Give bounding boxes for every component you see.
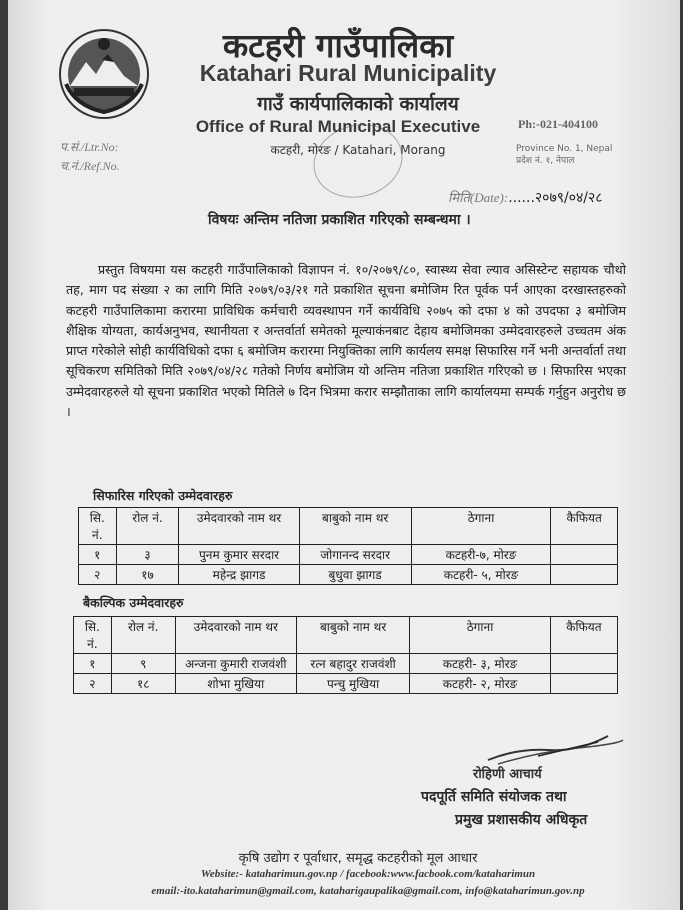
col-remarks: कैफियत <box>551 508 618 545</box>
handwritten-signature <box>478 728 628 768</box>
municipality-name-en: Katahari Rural Municipality <box>199 60 497 86</box>
phone-number: Ph:-021-404100 <box>518 117 598 131</box>
col-father: बाबुको नाम थर <box>299 508 411 545</box>
cell-roll: १७ <box>116 565 179 585</box>
date-label-np: मिति <box>448 190 470 205</box>
cell-father: बुधुवा झागड <box>299 565 411 585</box>
table-header-row <box>79 508 618 545</box>
alternate-section-title: बैकल्पिक उम्मेदवारहरु <box>83 595 184 610</box>
cell-name: शोभा मुखिया <box>175 674 296 694</box>
col-address: ठेगाना <box>411 508 551 545</box>
recommended-section-title: सिफारिस गरिएको उम्मेदवारहरु <box>93 488 233 503</box>
date-label-en: (Date): <box>469 190 509 205</box>
letter-subject: विषयः अन्तिम नतिजा प्रकाशित गरिएको सम्बन्धमा । <box>208 212 471 228</box>
cell-address: कटहरी- ३, मोरङ <box>410 654 551 674</box>
province-np: प्रदेश नं. १, नेपाल <box>516 156 575 166</box>
table-row <box>79 565 618 585</box>
col-roll: रोल नं. <box>111 617 175 654</box>
cell-sn: १ <box>74 654 112 674</box>
cell-address: कटहरी-७, मोरङ <box>411 545 551 565</box>
footer-slogan: कृषि उद्योग र पूर्वाधार, समृद्ध कटहरीको मूल आधार <box>238 851 478 866</box>
cell-sn: १ <box>79 545 117 565</box>
col-name: उमेदवारको नाम थर <box>179 508 299 545</box>
cell-remarks <box>551 565 618 585</box>
body-paragraph: प्रस्तुत विषयमा यस कटहरी गाउँपालिकाको विज्ञापन नं. १०/२०७९/८०, स्वास्थ्य सेवा ल्याव असिस्टेन्ट सहायक चौथो तह, माग पद संख्या २ का लागि मिति २०७९/०३/२१ गते प्रकाशित सूचना बमोजिम रित पूर्वक पर्न आएका दरखास्तहरुको कटहरी गाउँपालिकामा करारमा प्राविधिक कर्मचारी व्यवस्थापन गर्ने कार्यविधि २०७५ को दफा ४ को उपदफा ३ बमोजिम शैक्षिक योग्यता, कार्यअनुभव, स्थानीयता र अन्तर्वार्ता समेतको मूल्याकंनबाट देहाय बमोजिमका उम्मेदवारहरुले उच्चतम अंक प्राप्त गरेकोले सोही कार्यविधिको दफा ६ बमोजिम करारमा नियुक्तिका लागि कार्यलय समक्ष सिफारिस गर्ने भनी अन्तर्वार्ता तथा सूचिकरण समितिको मिति २०७९/०४/२८ गतेको निर्णय बमोजिम यो अन्तिम नतिजा प्रकाशित गरिएको छ । सिफारिस भएका उम्मेदवारहरुले यो सूचना प्रकाशित भएको मितिले ७ दिन भित्रमा करार सम्झौताका लागि कार्यालयमा सम्पर्क गर्नुहुन अनुरोध छ । <box>66 262 626 420</box>
cell-father: पन्चु मुखिया <box>297 674 410 694</box>
cell-father: रत्न बहादुर राजवंशी <box>297 654 410 674</box>
col-roll: रोल नं. <box>116 508 179 545</box>
cell-father: जोगानन्द सरदार <box>299 545 411 565</box>
recommended-table <box>78 507 618 585</box>
table-header-row <box>74 617 618 654</box>
cell-name: पुनम कुमार सरदार <box>179 545 299 565</box>
date-value: ......२०७९/०४/२८ <box>508 190 603 206</box>
table-row <box>74 674 618 694</box>
cell-name: महेन्द्र झागड <box>179 565 299 585</box>
cell-address: कटहरी- २, मोरङ <box>410 674 551 694</box>
signatory-title-1: पदपूर्ति समिति संयोजक तथा <box>421 789 567 805</box>
table-row <box>79 545 618 565</box>
province-info <box>516 143 612 167</box>
col-sn: सि. नं. <box>79 508 117 545</box>
table-row <box>74 654 618 674</box>
office-name-np: गाउँ कार्यपालिकाको कार्यालय <box>257 93 459 115</box>
col-sn: सि. नं. <box>74 617 112 654</box>
cell-remarks <box>550 654 617 674</box>
col-name: उमेदवारको नाम थर <box>175 617 296 654</box>
letter-page <box>8 0 680 910</box>
cell-roll: १८ <box>111 674 175 694</box>
office-name-en: Office of Rural Municipal Executive <box>195 117 481 136</box>
cell-sn: २ <box>74 674 112 694</box>
signatory-title-2: प्रमुख प्रशासकीय अधिकृत <box>455 812 588 828</box>
letter-body <box>66 260 626 422</box>
cell-roll: ३ <box>116 545 179 565</box>
footer-email: email:-ito.kataharimun@gmail.com, kataharigaupalika@gmail.com, info@kataharimun.gov.np <box>151 885 585 897</box>
col-address: ठेगाना <box>410 617 551 654</box>
footer-website: Website:- kataharimun.gov.np / facebook:www.facbook.com/kataharimun <box>200 868 536 880</box>
reference-number-label: च.नं./Ref.No. <box>60 159 120 173</box>
province-en: Province No. 1, Nepal <box>516 144 613 154</box>
municipality-logo <box>56 26 152 122</box>
cell-remarks <box>550 674 617 694</box>
letter-number-label: प.सं./Ltr.No: <box>60 140 119 154</box>
alternate-table <box>73 616 618 694</box>
office-address: कटहरी, मोरङ / Katahari, Morang <box>270 143 446 157</box>
signatory-name: रोहिणी आचार्य <box>473 767 542 782</box>
col-remarks: कैफियत <box>550 617 617 654</box>
cell-address: कटहरी- ५, मोरङ <box>411 565 551 585</box>
cell-name: अन्जना कुमारी राजवंशी <box>175 654 296 674</box>
letter-date <box>448 188 603 207</box>
cell-remarks <box>551 545 618 565</box>
municipality-name-np: कटहरी गाउँपालिका <box>222 26 454 65</box>
cell-roll: ९ <box>111 654 175 674</box>
col-father: बाबुको नाम थर <box>297 617 410 654</box>
cell-sn: २ <box>79 565 117 585</box>
